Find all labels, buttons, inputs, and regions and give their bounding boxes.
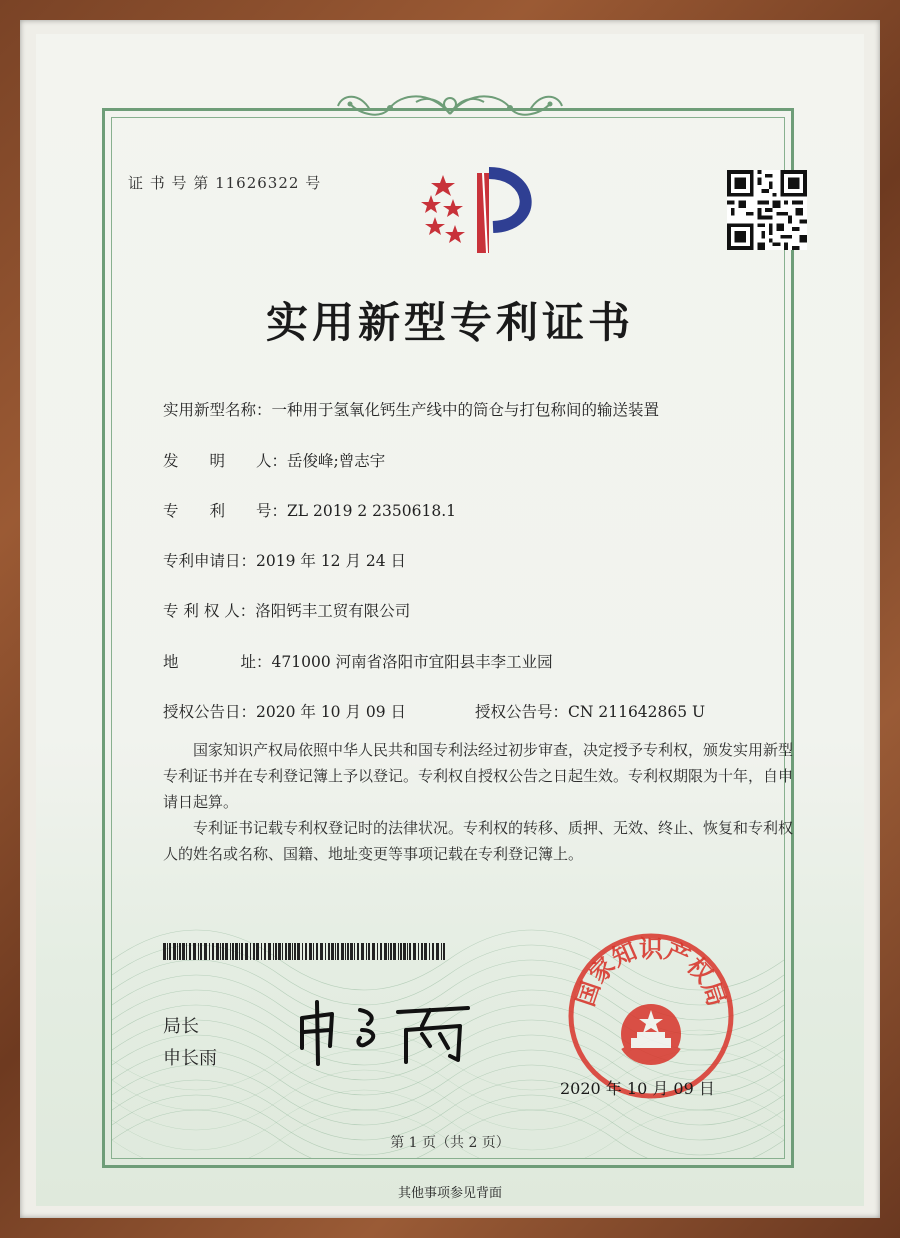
patentee-row	[163, 599, 410, 621]
grant-date-label: 授权公告日：	[163, 703, 257, 721]
address-value: 471000 河南省洛阳市宜阳县丰李工业园	[271, 653, 553, 671]
grant-number-label: 授权公告号：	[475, 703, 569, 721]
statement-paragraph-1: 国家知识产权局依照中华人民共和国专利法经过初步审查，决定授予专利权，颁发实用新型专利证书并在专利登记簿上予以登记。专利权自授权公告之日起生效。专利权期限为十年，自申请日起算。	[163, 741, 794, 811]
filing-date-label: 专利申请日：	[163, 552, 257, 570]
svg-text:国家知识产权局	[570, 934, 731, 1010]
director-title: 局长	[163, 1016, 199, 1037]
utility-model-name-row	[163, 398, 659, 420]
inventor-value: 岳俊峰;曾志宇	[287, 452, 386, 470]
patent-number-row	[163, 499, 456, 521]
cnipa-logo-icon	[415, 165, 545, 260]
seal-date: 2020 年 10 月 09 日	[560, 1079, 715, 1098]
inventor-row	[163, 449, 385, 471]
filing-date-row	[163, 549, 406, 571]
director-signature	[290, 990, 480, 1070]
name-value: 一种用于氢氧化钙生产线中的筒仓与打包称间的输送装置	[271, 401, 660, 419]
top-ornament-icon	[330, 84, 570, 132]
patentee-value: 洛阳钙丰工贸有限公司	[255, 602, 411, 620]
patentee-label: 专 利 权 人：	[163, 602, 256, 620]
name-label: 实用新型名称：	[163, 401, 272, 419]
seal-text: 国家知识产权局	[570, 933, 732, 1010]
patent-number-value: ZL 2019 2 2350618.1	[287, 502, 456, 520]
director-name: 申长雨	[163, 1048, 217, 1069]
grant-date-value: 2020 年 10 月 09 日	[256, 703, 407, 721]
qr-code-icon	[727, 170, 807, 250]
patent-number-label: 专 利 号：	[163, 502, 288, 520]
page-info: 第 1 页（共 2 页）	[390, 1135, 510, 1151]
inventor-label: 发 明 人：	[163, 452, 288, 470]
certificate-number: 证 书 号 第 11626322 号	[128, 174, 322, 192]
grant-number-row	[475, 700, 705, 722]
grant-number-value: CN 211642865 U	[568, 703, 706, 721]
statement-paragraph-2: 专利证书记载专利权登记时的法律状况。专利权的转移、质押、无效、终止、恢复和专利权人的姓名或名称、国籍、地址变更等事项记载在专利登记簿上。	[163, 819, 794, 863]
footer-note: 其他事项参见背面	[397, 1186, 502, 1201]
certificate-title: 实用新型专利证书	[265, 298, 634, 347]
filing-date-value: 2019 年 12 月 24 日	[256, 552, 407, 570]
barcode-icon	[163, 943, 448, 960]
address-row	[163, 650, 553, 672]
address-label: 地 址：	[163, 653, 272, 671]
grant-date-row	[163, 700, 406, 722]
